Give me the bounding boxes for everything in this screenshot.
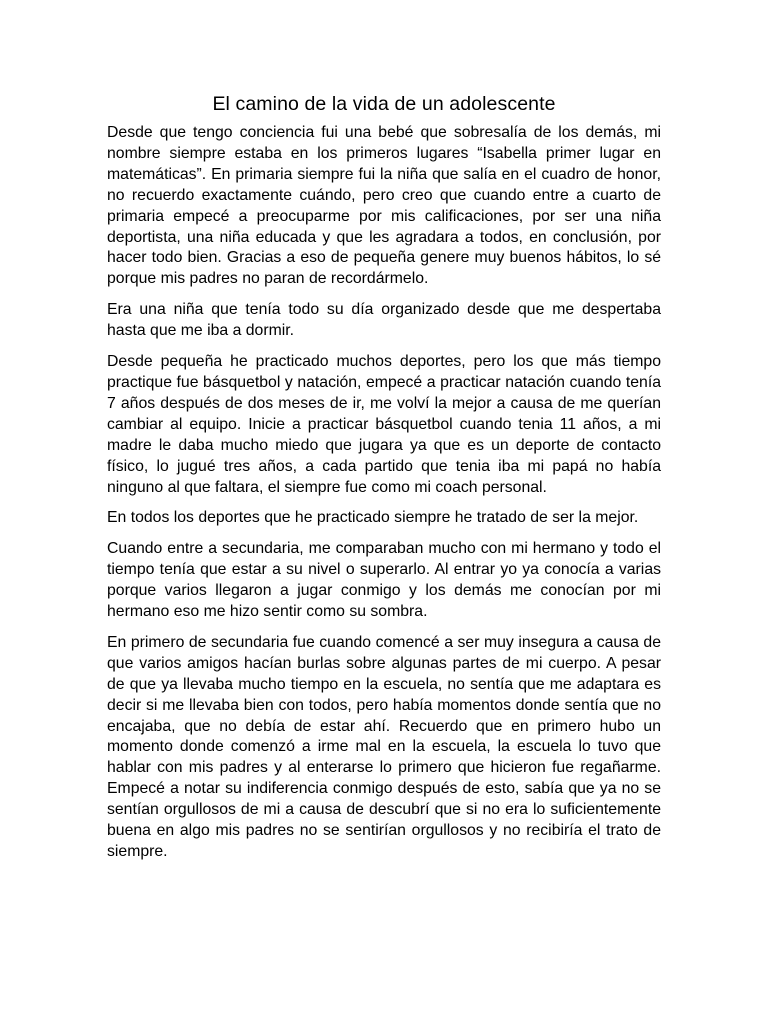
document-title: El camino de la vida de un adolescente [212,93,556,115]
paragraph-4: En todos los deportes que he practicado siempre he tratado de ser la mejor. [107,509,639,527]
paragraph-2: Era una niña que tenía todo su día organizado desde que me despertaba hasta que me iba a dormir. [107,301,661,340]
paragraph-6: En primero de secundaria fue cuando comencé a ser muy insegura a causa de que varios amigos hacían burlas sobre algunas partes de mi cuerpo. A pesar de que ya llevaba mucho tiempo en la escuela, no sentía que me adaptara es decir si me llevaba bien con todos, pero había momentos donde sentía que no encajaba, que no debía de estar ahí. Recuerdo que en primero hubo un momento donde comenzó a irme mal en la escuela, la escuela lo tuvo que hablar con mis padres y al enterarse lo primero que hicieron fue regañarme. Empecé a notar su indiferencia conmigo después de esto, sabía que ya no se sentían orgullosos de mi a causa de descubrí que si no era lo suficientemente buena en algo mis padres no se sentirían orgullosos y no recibiría el trato de siempre. [107,633,661,860]
paragraph-1: Desde que tengo conciencia fui una bebé que sobresalía de los demás, mi nombre siempre estaba en los primeros lugares “Isabella primer lugar en matemáticas”. En primaria siempre fui la niña que salía en el cuadro de honor, no recuerdo exactamente cuándo, pero creo que cuando entre a cuarto de primaria empecé a preocuparme por mis calificaciones, por ser una niña deportista, una niña educada y que les agradara a todos, en conclusión, por hacer todo bien. Gracias a eso de pequeña genere muy buenos hábitos, lo sé porque mis padres no paran de recordármelo. [107,124,661,288]
paragraph-3: Desde pequeña he practicado muchos deportes, pero los que más tiempo practique fue básquetbol y natación, empecé a practicar natación cuando tenía 7 años después de dos meses de ir, me volví la mejor a causa de me querían cambiar al equipo. Inicie a practicar básquetbol cuando tenia 11 años, a mi madre le daba mucho miedo que jugara ya que es un deporte de contacto físico, lo jugué tres años, a cada partido que tenia iba mi papá no había ninguno al que faltara, el siempre fue como mi coach personal. [107,353,661,496]
paragraph-5: Cuando entre a secundaria, me comparaban mucho con mi hermano y todo el tiempo tenía que estar a su nivel o superarlo. Al entrar yo ya conocía a varias porque varios llegaron a jugar conmigo y los demás me conocían por mi hermano eso me hizo sentir como su sombra. [107,540,661,621]
